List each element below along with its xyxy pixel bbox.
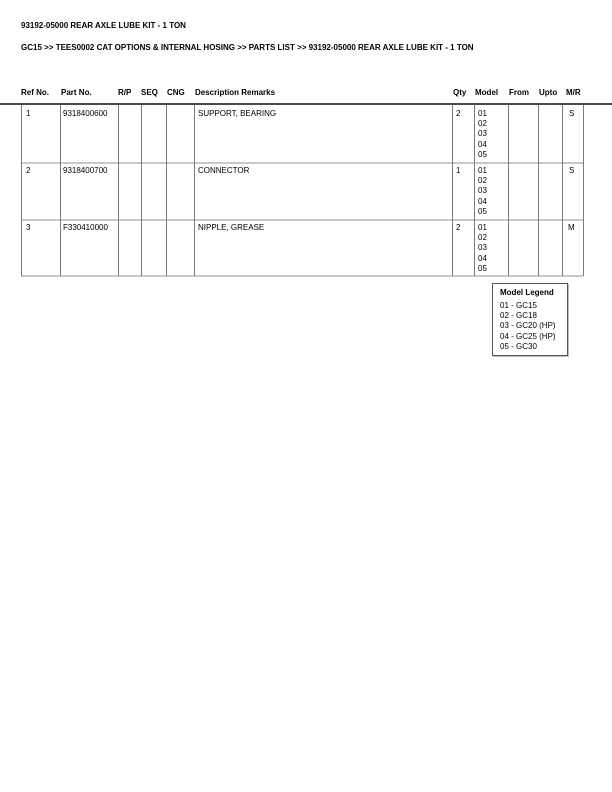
legend-item: 01 - GC15 [500,301,537,310]
column-divider [538,105,539,276]
mr-cell: M [568,223,575,232]
header-cng: CNG [167,88,185,97]
header-from: From [509,88,529,97]
part-no-cell: F330410000 [63,223,108,232]
header-ref-no: Ref No. [21,88,49,97]
column-divider [474,105,475,276]
column-divider [141,105,142,276]
ref-no-cell: 3 [26,223,31,232]
legend-item: 02 - GC18 [500,311,537,321]
model-cell: 01 02 03 04 05 [478,166,487,216]
header-qty: Qty [453,88,467,97]
model-cell: 01 02 03 04 05 [478,223,487,273]
qty-cell: 2 [456,109,461,118]
row-divider [21,162,583,164]
mr-cell: S [569,166,575,175]
header-description: Description Remarks [195,88,276,97]
breadcrumb: GC15 >> TEES0002 CAT OPTIONS & INTERNAL HOSING >> PARTS LIST >> 93192-05000 REAR AXLE LUBE KIT - 1 TON [21,43,474,52]
legend-item: 03 - GC20 (HP) [500,321,556,331]
column-divider [166,105,167,276]
part-no-cell: 9318400700 [63,166,108,175]
document-title: 93192-05000 REAR AXLE LUBE KIT - 1 TON [21,21,186,30]
header-divider [0,103,612,105]
model-legend [492,283,568,356]
description-cell: NIPPLE, GREASE [198,223,265,232]
column-divider [583,105,584,276]
column-divider [562,105,563,276]
header-seq: SEQ [141,88,158,97]
ref-no-cell: 2 [26,166,31,175]
column-divider [21,105,22,276]
header-model: Model [475,88,499,97]
legend-title: Model Legend [500,288,554,297]
part-no-cell: 9318400600 [63,109,108,118]
column-divider [508,105,509,276]
mr-cell: S [569,109,575,118]
header-rp: R/P [118,88,132,97]
row-divider [21,219,583,221]
ref-no-cell: 1 [26,109,31,118]
header-mr: M/R [566,88,581,97]
header-part-no: Part No. [61,88,92,97]
table-bottom-border [21,275,583,277]
column-divider [60,105,61,276]
legend-item: 04 - GC25 (HP) [500,331,556,341]
column-divider [452,105,453,276]
description-cell: SUPPORT, BEARING [198,109,277,118]
column-divider [194,105,195,276]
qty-cell: 2 [456,223,461,232]
column-divider [118,105,119,276]
header-upto: Upto [539,88,558,97]
model-cell: 01 02 03 04 05 [478,109,487,159]
description-cell: CONNECTOR [198,166,250,175]
qty-cell: 1 [456,166,461,175]
legend-item: 05 - GC30 [500,341,537,351]
